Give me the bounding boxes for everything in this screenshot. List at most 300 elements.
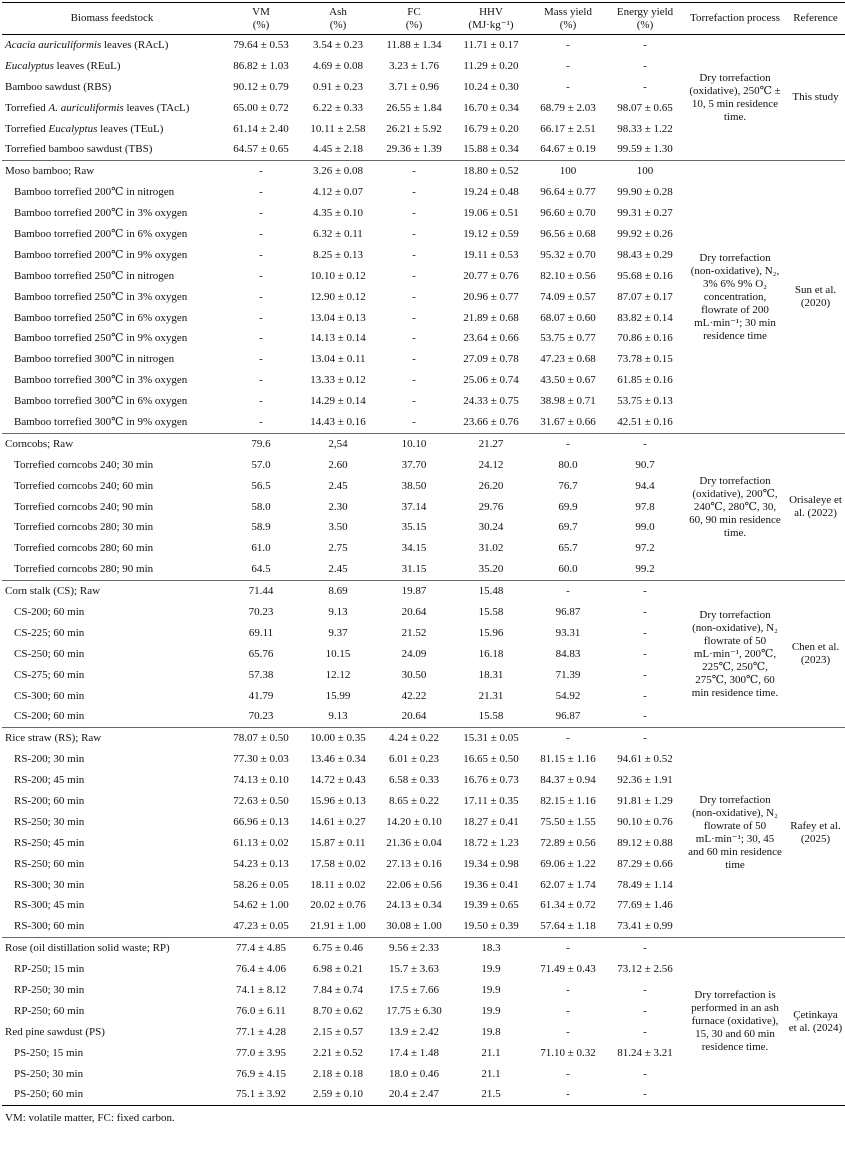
cell-vm: 66.96 ± 0.13 xyxy=(233,815,289,828)
cell-hhv: 24.33 ± 0.75 xyxy=(463,395,519,408)
cell-hhv: 18.72 ± 1.23 xyxy=(463,836,519,849)
cell-ash: 10.00 ± 0.35 xyxy=(310,732,366,745)
cell-vm: 90.12 ± 0.79 xyxy=(233,80,289,93)
cell-ash: 3.54 ± 0.23 xyxy=(312,38,364,51)
cell-fc: - xyxy=(412,415,416,428)
cell-ash: 14.29 ± 0.14 xyxy=(310,395,366,408)
cell-ash: 13.04 ± 0.11 xyxy=(310,353,366,366)
feedstock-label: leaves (RAcL) xyxy=(101,38,169,51)
cell-fc: - xyxy=(412,311,416,324)
cell-feedstock xyxy=(2,56,222,77)
cell-vm: 61.14 ± 2.40 xyxy=(233,122,289,135)
table-group xyxy=(2,938,845,1106)
cell-fc: 9.56 ± 2.33 xyxy=(388,942,440,955)
feedstock-label: leaves (REuL) xyxy=(53,59,121,72)
cell-vm: - xyxy=(259,227,263,240)
cell-feedstock xyxy=(2,916,222,937)
cell-mass-yield: 60.0 xyxy=(558,563,578,576)
cell-vm: - xyxy=(259,290,263,303)
cell-fc: - xyxy=(412,395,416,408)
feedstock-label: Bamboo torrefied 300℃ in 3% oxygen xyxy=(14,374,188,387)
cell-energy-yield: 98.07 ± 0.65 xyxy=(617,101,673,114)
cell-mass-yield: 69.06 ± 1.22 xyxy=(540,857,596,870)
cell-fc: 15.7 ± 3.63 xyxy=(388,963,440,976)
cell-mass-yield: 96.87 xyxy=(555,710,581,723)
cell-feedstock xyxy=(2,728,222,749)
cell-vm: 75.1 ± 3.92 xyxy=(235,1088,287,1101)
cell-feedstock xyxy=(2,308,222,329)
cell-vm: 79.64 ± 0.53 xyxy=(233,38,289,51)
table-container xyxy=(2,2,843,1125)
cell-fc: 20.4 ± 2.47 xyxy=(388,1088,440,1101)
cell-ash: 3.26 ± 0.08 xyxy=(312,165,364,178)
cell-mass-yield: 76.7 xyxy=(558,479,578,492)
feedstock-prefix: Torrefied xyxy=(5,101,49,114)
cell-fc: 14.20 ± 0.10 xyxy=(386,815,442,828)
cell-feedstock xyxy=(2,98,222,119)
cell-ash: 21.91 ± 1.00 xyxy=(310,920,366,933)
cell-vm: 74.1 ± 8.12 xyxy=(235,984,287,997)
cell-energy-yield: 90.7 xyxy=(635,458,655,471)
cell-feedstock xyxy=(2,497,222,518)
cell-energy-yield: - xyxy=(643,1088,647,1101)
table-group xyxy=(2,433,845,580)
cell-feedstock xyxy=(2,1064,222,1085)
cell-feedstock xyxy=(2,349,222,370)
cell-hhv: 16.76 ± 0.73 xyxy=(463,774,519,787)
cell-fc: 37.14 xyxy=(401,500,427,513)
cell-hhv: 15.58 xyxy=(478,605,504,618)
cell-hhv: 23.66 ± 0.76 xyxy=(463,415,519,428)
cell-vm: 57.38 xyxy=(248,668,274,681)
cell-feedstock xyxy=(2,182,222,203)
feedstock-label: Bamboo torrefied 200℃ in 3% oxygen xyxy=(14,207,188,220)
table-row xyxy=(2,728,845,749)
cell-energy-yield: 99.0 xyxy=(635,521,655,534)
cell-mass-yield: 96.60 ± 0.70 xyxy=(540,207,596,220)
cell-process: Dry torrefaction (non-oxidative), N₂ flowrate of 50 mL·min⁻¹, 200℃, 225℃, 250℃, 275℃, 300℃, 60 min residence time. xyxy=(691,608,779,699)
cell-ash: 12.12 xyxy=(325,668,351,681)
cell-ash: 2.45 xyxy=(328,479,348,492)
cell-ash: 6.22 ± 0.33 xyxy=(312,101,364,114)
cell-mass-yield: - xyxy=(566,1088,570,1101)
cell-vm: - xyxy=(259,353,263,366)
cell-hhv: 19.34 ± 0.98 xyxy=(463,857,519,870)
cell-mass-yield: 74.09 ± 0.57 xyxy=(540,290,596,303)
cell-mass-yield: 68.79 ± 2.03 xyxy=(540,101,596,114)
cell-fc: 17.75 ± 6.30 xyxy=(386,1004,442,1017)
cell-fc: 24.09 xyxy=(401,647,427,660)
cell-vm: - xyxy=(259,332,263,345)
cell-energy-yield: 94.61 ± 0.52 xyxy=(617,753,673,766)
cell-fc: - xyxy=(412,165,416,178)
cell-ash: 14.61 ± 0.27 xyxy=(310,815,366,828)
cell-energy-yield: 98.43 ± 0.29 xyxy=(617,248,673,261)
header-process: Torrefaction process xyxy=(690,12,780,24)
cell-vm: 61.0 xyxy=(251,542,271,555)
feedstock-label: Rose (oil distillation solid waste; RP) xyxy=(5,942,170,955)
cell-feedstock xyxy=(2,139,222,160)
cell-mass-yield: - xyxy=(566,38,570,51)
cell-feedstock xyxy=(2,959,222,980)
cell-mass-yield: 71.10 ± 0.32 xyxy=(540,1046,596,1059)
cell-ash: 8.70 ± 0.62 xyxy=(312,1004,364,1017)
feedstock-label: Bamboo torrefied 200℃ in nitrogen xyxy=(14,186,175,199)
cell-ash: 4.35 ± 0.10 xyxy=(312,207,364,220)
cell-feedstock xyxy=(2,412,222,433)
cell-fc: - xyxy=(412,248,416,261)
cell-fc: 21.36 ± 0.04 xyxy=(386,836,442,849)
cell-energy-yield: - xyxy=(643,732,647,745)
cell-ash: 4.69 ± 0.08 xyxy=(312,59,364,72)
cell-mass-yield: 66.17 ± 2.51 xyxy=(540,122,596,135)
cell-ash: 0.91 ± 0.23 xyxy=(312,80,364,93)
feedstock-species: A. auriculiformis xyxy=(48,101,124,114)
feedstock-label: leaves (TEuL) xyxy=(97,122,164,135)
table-group xyxy=(2,35,845,161)
cell-fc: 30.08 ± 1.00 xyxy=(386,920,442,933)
cell-vm: 69.11 xyxy=(248,626,274,639)
cell-ash: 18.11 ± 0.02 xyxy=(310,878,366,891)
cell-mass-yield: - xyxy=(566,1025,570,1038)
feedstock-label: leaves (TAcL) xyxy=(123,101,190,114)
cell-ash: 17.58 ± 0.02 xyxy=(310,857,366,870)
cell-mass-yield: 82.10 ± 0.56 xyxy=(540,269,596,282)
cell-feedstock xyxy=(2,623,222,644)
cell-energy-yield: 99.90 ± 0.28 xyxy=(617,186,673,199)
cell-ash: 2.75 xyxy=(328,542,348,555)
cell-mass-yield: 80.0 xyxy=(558,458,578,471)
cell-hhv: 15.48 xyxy=(478,585,504,598)
cell-feedstock xyxy=(2,266,222,287)
header-reference: Reference xyxy=(793,12,838,24)
cell-vm: 64.57 ± 0.65 xyxy=(233,143,289,156)
cell-feedstock xyxy=(2,119,222,140)
cell-vm: 54.23 ± 0.13 xyxy=(233,857,289,870)
cell-fc: 6.01 ± 0.23 xyxy=(388,753,440,766)
cell-energy-yield: 97.8 xyxy=(635,500,655,513)
cell-ash: 15.99 xyxy=(325,689,351,702)
cell-vm: - xyxy=(259,415,263,428)
cell-energy-yield: - xyxy=(643,710,647,723)
feedstock-label: Bamboo sawdust (RBS) xyxy=(5,80,112,93)
feedstock-label: Torrefied corncobs 240; 60 min xyxy=(14,479,154,492)
table-row xyxy=(2,581,845,602)
feedstock-label: Bamboo torrefied 200℃ in 9% oxygen xyxy=(14,248,188,261)
cell-vm: 72.63 ± 0.50 xyxy=(233,795,289,807)
cell-process: Dry torrefaction (non-oxidative), N₂ flowrate of 50 mL·min⁻¹; 30, 45 and 60 min residence time xyxy=(688,793,782,871)
cell-fc: - xyxy=(412,186,416,199)
cell-energy-yield: - xyxy=(643,605,647,618)
cell-feedstock xyxy=(2,602,222,623)
cell-mass-yield: 68.07 ± 0.60 xyxy=(540,311,596,324)
cell-process: Dry torrefaction (non-oxidative), N₂, 3% 6% 9% O₂ concentration, flowrate of 200 mL·min⁻¹; 30 min residence time xyxy=(690,251,780,342)
cell-reference: Chen et al. (2023) xyxy=(791,641,840,667)
cell-hhv: 21.89 ± 0.68 xyxy=(463,311,519,324)
cell-hhv: 21.27 xyxy=(478,437,504,450)
cell-ash: 20.02 ± 0.76 xyxy=(310,899,366,912)
cell-feedstock xyxy=(2,370,222,391)
cell-process: Dry torrefaction (oxidative), 200℃, 240℃, 280℃, 30, 60, 90 min residence time. xyxy=(689,474,781,539)
cell-mass-yield: 75.50 ± 1.55 xyxy=(540,815,596,828)
cell-vm: 54.62 ± 1.00 xyxy=(233,899,289,912)
cell-ash: 9.37 xyxy=(328,626,348,639)
table-row xyxy=(2,938,845,959)
cell-reference: Orisaleye et al. (2022) xyxy=(789,494,842,520)
cell-fc: 3.71 ± 0.96 xyxy=(388,80,440,93)
cell-feedstock xyxy=(2,686,222,707)
cell-feedstock xyxy=(2,476,222,497)
cell-hhv: 35.20 xyxy=(478,563,504,576)
cell-energy-yield: 95.68 ± 0.16 xyxy=(617,269,673,282)
cell-mass-yield: - xyxy=(566,984,570,997)
cell-hhv: 19.36 ± 0.41 xyxy=(463,878,519,891)
feedstock-label: CS-225; 60 min xyxy=(14,626,85,639)
cell-feedstock xyxy=(2,1022,222,1043)
cell-mass-yield: 69.7 xyxy=(558,521,578,534)
cell-energy-yield: 70.86 ± 0.16 xyxy=(617,332,673,345)
cell-fc: 19.87 xyxy=(401,585,427,598)
cell-fc: 17.5 ± 7.66 xyxy=(388,984,440,997)
cell-fc: 37.70 xyxy=(401,458,427,471)
cell-hhv: 15.96 xyxy=(478,626,504,639)
cell-vm: - xyxy=(259,248,263,261)
cell-vm: 77.30 ± 0.03 xyxy=(233,753,289,766)
cell-energy-yield: 61.85 ± 0.16 xyxy=(617,374,673,387)
cell-feedstock xyxy=(2,224,222,245)
cell-mass-yield: - xyxy=(566,80,570,93)
cell-energy-yield: - xyxy=(643,647,647,660)
feedstock-label: RS-200; 30 min xyxy=(14,753,85,766)
feedstock-label: CS-275; 60 min xyxy=(14,668,85,681)
cell-mass-yield: 64.67 ± 0.19 xyxy=(540,143,596,156)
cell-feedstock xyxy=(2,161,222,182)
cell-hhv: 27.09 ± 0.78 xyxy=(463,353,519,366)
feedstock-label: CS-200; 60 min xyxy=(14,605,85,618)
cell-energy-yield: - xyxy=(643,38,647,51)
cell-hhv: 11.29 ± 0.20 xyxy=(463,59,519,72)
cell-fc: 26.21 ± 5.92 xyxy=(386,122,442,135)
cell-energy-yield: 73.78 ± 0.15 xyxy=(617,353,673,366)
feedstock-label: Bamboo torrefied 300℃ in 6% oxygen xyxy=(14,395,188,408)
cell-vm: 76.4 ± 4.06 xyxy=(235,963,287,976)
cell-feedstock xyxy=(2,391,222,412)
cell-energy-yield: - xyxy=(643,984,647,997)
cell-vm: 76.0 ± 6.11 xyxy=(236,1004,286,1017)
feedstock-label: RP-250; 30 min xyxy=(14,984,85,997)
cell-mass-yield: 54.92 xyxy=(555,689,581,702)
cell-ash: 14.13 ± 0.14 xyxy=(310,332,366,345)
cell-energy-yield: - xyxy=(643,1025,647,1038)
cell-hhv: 20.77 ± 0.76 xyxy=(463,269,519,282)
cell-fc: 26.55 ± 1.84 xyxy=(386,101,442,114)
cell-energy-yield: 83.82 ± 0.14 xyxy=(617,311,673,324)
table-header xyxy=(2,3,845,35)
cell-feedstock xyxy=(2,896,222,917)
cell-fc: 42.22 xyxy=(401,689,427,702)
header-ash: Ash (%) xyxy=(329,5,347,31)
feedstock-prefix: Torrefied xyxy=(5,122,49,135)
cell-reference: This study xyxy=(792,91,839,104)
cell-fc: 17.4 ± 1.48 xyxy=(388,1046,440,1059)
cell-fc: 11.88 ± 1.34 xyxy=(386,38,442,51)
cell-ash: 2.21 ± 0.52 xyxy=(312,1046,364,1059)
feedstock-label: PS-250; 60 min xyxy=(14,1088,84,1101)
cell-ash: 9.13 xyxy=(328,605,348,618)
cell-feedstock xyxy=(2,770,222,791)
torrefaction-table xyxy=(2,2,845,1106)
cell-feedstock xyxy=(2,980,222,1001)
cell-ash: 13.33 ± 0.12 xyxy=(310,374,366,387)
cell-vm: - xyxy=(259,165,263,178)
cell-energy-yield: 81.24 ± 3.21 xyxy=(617,1046,673,1059)
cell-energy-yield: 99.92 ± 0.26 xyxy=(617,227,673,240)
cell-feedstock xyxy=(2,203,222,224)
cell-feedstock xyxy=(2,749,222,770)
cell-ash: 15.96 ± 0.13 xyxy=(310,795,366,807)
cell-ash: 2.15 ± 0.57 xyxy=(312,1025,364,1038)
cell-feedstock xyxy=(2,538,222,559)
feedstock-species: Eucalyptus xyxy=(5,59,54,72)
cell-mass-yield: 61.34 ± 0.72 xyxy=(540,899,596,912)
cell-hhv: 19.9 xyxy=(481,984,501,997)
cell-process: Dry torrefaction (oxidative), 250℃ ± 10, 5 min residence time. xyxy=(689,71,781,123)
cell-vm: 71.44 xyxy=(248,585,274,598)
cell-fc: 31.15 xyxy=(401,563,427,576)
cell-fc: - xyxy=(412,332,416,345)
feedstock-label: PS-250; 15 min xyxy=(14,1046,84,1059)
feedstock-label: Corn stalk (CS); Raw xyxy=(5,585,101,598)
cell-vm: - xyxy=(259,207,263,220)
cell-energy-yield: - xyxy=(643,80,647,93)
cell-mass-yield: - xyxy=(566,585,570,598)
cell-vm: 47.23 ± 0.05 xyxy=(233,920,289,933)
cell-ash: 6.32 ± 0.11 xyxy=(313,227,363,240)
cell-fc: - xyxy=(412,353,416,366)
cell-ash: 6.98 ± 0.21 xyxy=(312,963,364,976)
cell-fc: 21.52 xyxy=(401,626,427,639)
cell-fc: - xyxy=(412,374,416,387)
cell-ash: 8.25 ± 0.13 xyxy=(312,248,364,261)
cell-energy-yield: 42.51 ± 0.16 xyxy=(617,415,673,428)
cell-vm: - xyxy=(259,374,263,387)
cell-energy-yield: - xyxy=(643,585,647,598)
table-group xyxy=(2,161,845,434)
cell-mass-yield: 71.49 ± 0.43 xyxy=(540,963,596,976)
cell-hhv: 21.31 xyxy=(478,689,504,702)
cell-mass-yield: 84.83 xyxy=(555,647,581,660)
cell-hhv: 15.88 ± 0.34 xyxy=(463,143,519,156)
cell-ash: 12.90 ± 0.12 xyxy=(310,290,366,303)
cell-feedstock xyxy=(2,875,222,896)
cell-ash: 2.59 ± 0.10 xyxy=(312,1088,364,1101)
cell-energy-yield: 92.36 ± 1.91 xyxy=(617,774,673,787)
cell-process: Dry torrefaction is performed in an ash furnace (oxidative), 15, 30 and 60 min residence time. xyxy=(691,989,779,1054)
cell-feedstock xyxy=(2,938,222,959)
cell-hhv: 24.12 xyxy=(478,458,504,471)
cell-ash: 8.69 xyxy=(328,585,348,598)
cell-hhv: 25.06 ± 0.74 xyxy=(463,374,519,387)
cell-vm: 58.9 xyxy=(251,521,271,534)
cell-fc: 10.10 xyxy=(401,437,427,450)
table-row xyxy=(2,35,845,56)
cell-hhv: 10.24 ± 0.30 xyxy=(463,80,519,93)
cell-ash: 10.11 ± 2.58 xyxy=(310,122,366,135)
cell-hhv: 18.27 ± 0.41 xyxy=(463,815,519,828)
cell-mass-yield: 62.07 ± 1.74 xyxy=(540,878,596,891)
header-vm: VM (%) xyxy=(252,5,270,31)
cell-ash: 2.45 xyxy=(328,563,348,576)
cell-hhv: 19.12 ± 0.59 xyxy=(463,227,519,240)
cell-vm: 65.76 xyxy=(248,647,274,660)
cell-hhv: 20.96 ± 0.77 xyxy=(463,290,519,303)
cell-energy-yield: 91.81 ± 1.29 xyxy=(617,795,673,807)
cell-feedstock xyxy=(2,287,222,308)
cell-hhv: 15.58 xyxy=(478,710,504,723)
cell-fc: 18.0 ± 0.46 xyxy=(388,1067,440,1080)
cell-ash: 9.13 xyxy=(328,710,348,723)
cell-feedstock xyxy=(2,433,222,454)
cell-mass-yield: 95.32 ± 0.70 xyxy=(540,248,596,261)
cell-vm: 77.4 ± 4.85 xyxy=(235,942,287,955)
table-footnote: VM: volatile matter, FC: fixed carbon. xyxy=(5,1112,175,1125)
cell-fc: 34.15 xyxy=(401,542,427,555)
feedstock-label: CS-250; 60 min xyxy=(14,647,85,660)
cell-hhv: 16.18 xyxy=(478,647,504,660)
cell-ash: 4.12 ± 0.07 xyxy=(312,186,364,199)
feedstock-label: RP-250; 60 min xyxy=(14,1004,85,1017)
cell-feedstock xyxy=(2,245,222,266)
cell-ash: 10.15 xyxy=(325,647,351,660)
cell-feedstock xyxy=(2,665,222,686)
cell-feedstock xyxy=(2,35,222,56)
cell-vm: - xyxy=(259,311,263,324)
cell-ash: 2.60 xyxy=(328,458,348,471)
cell-ash: 7.84 ± 0.74 xyxy=(312,984,364,997)
cell-hhv: 19.9 xyxy=(481,1004,501,1017)
cell-ash: 14.72 ± 0.43 xyxy=(310,774,366,787)
cell-energy-yield: 78.49 ± 1.14 xyxy=(617,878,673,891)
cell-energy-yield: 99.59 ± 1.30 xyxy=(617,143,673,156)
cell-vm: 56.5 xyxy=(251,479,271,492)
cell-feedstock xyxy=(2,455,222,476)
cell-feedstock xyxy=(2,517,222,538)
cell-energy-yield: - xyxy=(643,437,647,450)
cell-feedstock xyxy=(2,581,222,602)
cell-energy-yield: - xyxy=(643,668,647,681)
feedstock-label: Bamboo torrefied 250℃ in nitrogen xyxy=(14,269,175,282)
cell-feedstock xyxy=(2,707,222,728)
feedstock-label: RS-300; 45 min xyxy=(14,899,85,912)
cell-vm: 86.82 ± 1.03 xyxy=(233,59,289,72)
cell-mass-yield: 71.39 xyxy=(555,668,581,681)
cell-fc: 13.9 ± 2.42 xyxy=(388,1025,440,1038)
cell-mass-yield: - xyxy=(566,1067,570,1080)
feedstock-label: CS-300; 60 min xyxy=(14,689,85,702)
cell-ash: 4.45 ± 2.18 xyxy=(312,143,364,156)
cell-vm: 58.0 xyxy=(251,500,271,513)
header-fc: FC (%) xyxy=(405,5,423,31)
cell-mass-yield: 65.7 xyxy=(558,542,578,555)
cell-energy-yield: 100 xyxy=(636,165,654,178)
cell-hhv: 19.06 ± 0.51 xyxy=(463,207,519,220)
feedstock-label: Bamboo torrefied 300℃ in nitrogen xyxy=(14,353,175,366)
cell-hhv: 19.8 xyxy=(481,1025,501,1038)
cell-mass-yield: - xyxy=(566,437,570,450)
cell-vm: 74.13 ± 0.10 xyxy=(233,774,289,787)
cell-mass-yield: - xyxy=(566,59,570,72)
cell-mass-yield: 43.50 ± 0.67 xyxy=(540,374,596,387)
